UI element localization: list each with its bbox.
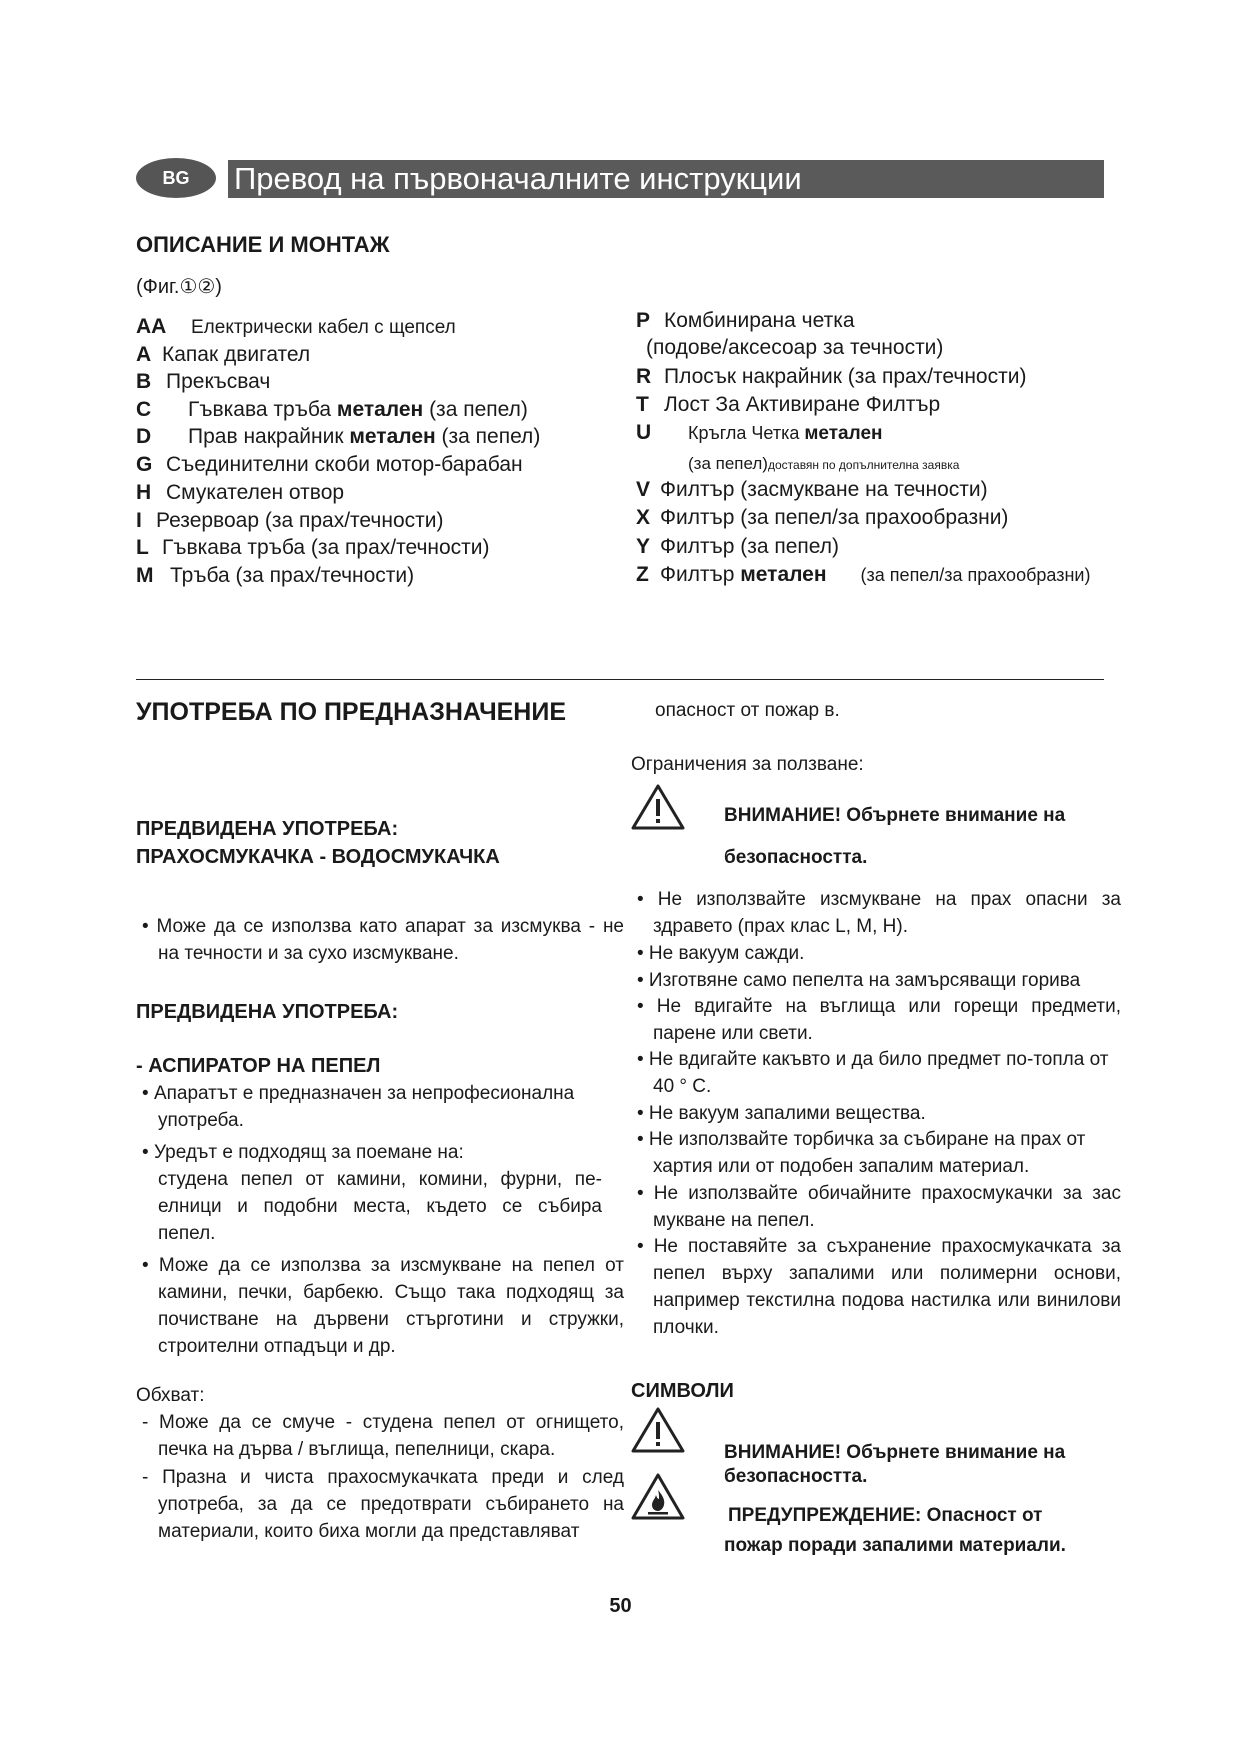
list-item: • Апаратът е предназначен за непрофесионална употреба. [142,1083,575,1131]
list-item: B Прекъсвач [136,370,271,393]
divider [136,679,1104,680]
list-item: • Уредът е подходящ за поемане на: [142,1142,464,1163]
list-item-continuation: (за пепел)доставян по допълнителна заявка [688,454,960,473]
list-item: • Не използвайте изсмукване на прах опасни за здравето (прах клас L, M, H). [637,889,1121,937]
list-item: L Гъвкава тръба (за прах/течности) [136,536,490,559]
list-item: H Смукателен отвор [136,481,345,504]
warning-text: ВНИМАНИЕ! Обърнете внимание на [724,805,1066,826]
list-item: M Тръба (за прах/течности) [136,564,415,587]
warning-text: безопасността. [724,1466,868,1487]
list-item: • Не вакуум запалими вещества. [637,1103,926,1124]
intended-use-heading: ПРЕДВИДЕНА УПОТРЕБА: [136,818,399,840]
usage-heading: УПОТРЕБА ПО ПРЕДНАЗНАЧЕНИЕ [136,698,567,726]
warning-triangle-icon [630,783,686,831]
list-item: P Комбинирана четка [636,309,855,332]
list-item: AA Електрически кабел с щепсел [136,315,456,338]
fire-warning-text: ПРЕДУПРЕЖДЕНИЕ: Опасност от [728,1505,1043,1526]
limits-label: Ограничения за ползване: [631,754,864,775]
list-item: • Може да се използва за изсмукване на пепел от камини, печки, барбекю. Също така подходящ за почистване на дървени стърготини и стружки, строителни отпадъци и др. [142,1255,624,1357]
page-number: 50 [609,1595,632,1617]
warning-text: ВНИМАНИЕ! Обърнете внимание на [724,1442,1066,1463]
list-item: • Не вдигайте на въглища или горещи предмети, парене или свети. [637,996,1121,1044]
warning-text: безопасността. [724,847,868,868]
list-item: Y Филтър (за пепел) [636,535,839,558]
list-item: C Гъвкава тръба метален (за пепел) [136,398,528,421]
list-item: - Може да се смуче - студена пепел от огнището, печка на дърва / въглища, пепелници, скара. [142,1412,624,1460]
intended-use-heading: ПРЕДВИДЕНА УПОТРЕБА: [136,1001,399,1023]
list-item: X Филтър (за пепел/за прахообразни) [636,506,1009,529]
list-item: A Капак двигател [136,343,311,366]
list-item: • Изготвяне само пепелта на замърсяващи горива [637,970,1081,991]
description-heading: ОПИСАНИЕ И МОНТАЖ [136,232,390,257]
figure-ref: (Фиг.①②) [136,276,222,298]
list-item: • Не поставяйте за съхранение прахосмукачката за пепел върху запалими или полимерни основи, например текстилна подова настилка или винилови плочки. [637,1236,1121,1338]
list-item: G Съединителни скоби мотор-барабан [136,453,523,476]
list-item: V Филтър (засмукване на течности) [636,478,988,501]
title-bar [228,160,1104,198]
list-item: Z Филтър метален (за пепел/за прахообразни) [636,563,1091,586]
warning-triangle-icon [630,1406,686,1454]
list-item: T Лост За Активиране Филтър [636,393,941,416]
list-item: R Плосък накрайник (за прах/течности) [636,365,1027,388]
ash-vacuum-heading: - АСПИРАТОР НА ПЕПЕЛ [136,1055,381,1077]
list-item-text: студена пепел от камини, комини, фурни, пе-елници и подобни места, където се събира пепел. [158,1169,602,1244]
list-item: • Не използвайте обичайните прахосмукачки за зас мукване на пепел. [637,1183,1121,1231]
list-item: D Прав накрайник метален (за пепел) [136,425,541,448]
symbols-heading: СИМВОЛИ [631,1380,734,1402]
fire-warning-text: пожар поради запалими материали. [724,1535,1066,1556]
list-item: • Не вдигайте какъвто и да било предмет по-топла от 40 ° C. [637,1049,1109,1097]
fire-hazard-icon [630,1472,686,1522]
list-item: - Празна и чиста прахосмукачката преди и след употреба, за да се предотврати събирането на материали, които биха могли да представляват [142,1467,624,1542]
list-item: U Кръгла Четка метален [636,421,883,444]
vacuum-type-heading: ПРАХОСМУКАЧКА - ВОДОСМУКАЧКА [136,846,500,868]
page-title: Превод на първоначалните инструкции [234,161,802,196]
list-item: • Не използвайте торбичка за събиране на прах от хартия или от подобен запалим материал. [637,1129,1086,1177]
list-item: • Може да се използва като апарат за изсмуква - не на течности и за сухо изсмукване. [142,916,625,964]
scope-label: Обхват: [136,1385,205,1406]
list-item: I Резервоар (за прах/течности) [136,509,444,532]
list-item-continuation: (подове/аксесоар за течности) [646,336,944,359]
language-badge: BG [136,158,216,198]
continuation-text: опасност от пожар в. [655,700,840,721]
list-item: • Не вакуум сажди. [637,943,805,964]
